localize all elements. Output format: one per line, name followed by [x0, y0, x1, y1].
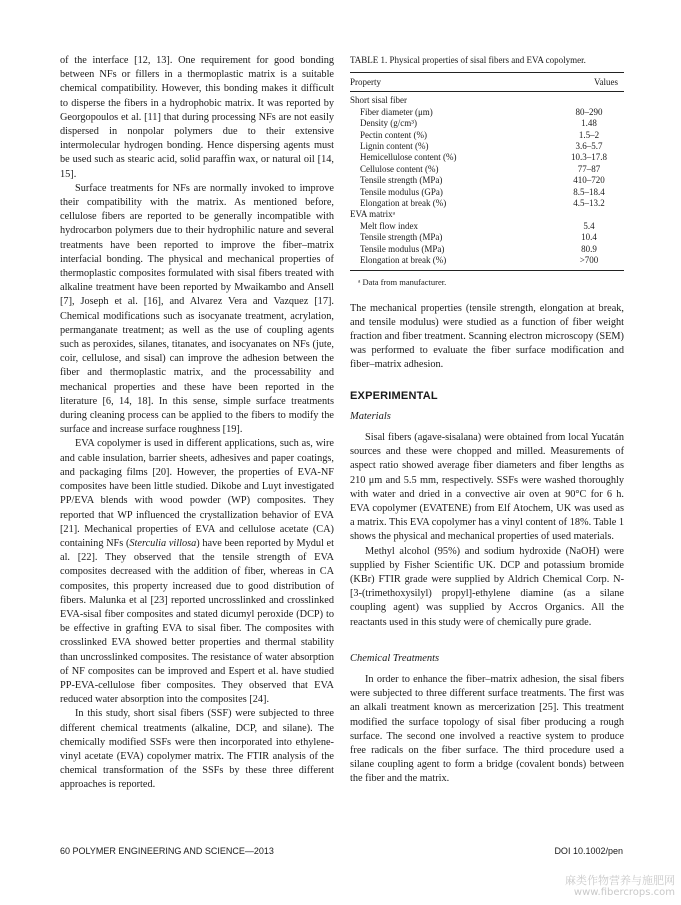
left-column — [60, 54, 334, 793]
table-row — [350, 164, 624, 175]
table-footnote: ᵃ Data from manufacturer. — [358, 276, 447, 287]
watermark-url: www.fibercrops.com — [573, 887, 675, 898]
paragraph: In order to enhance the fiber–matrix adhesion, the sisal fibers were subjected to three different surface treatments. The first was an alkali treatment known as mercerization [25]. This treatment modified the surface topology of sisal fiber producing a rough surface. The second one involved a reactive system to produce free radicals on the fiber surface. The third procedure used a silane coupling agent to form a bridge (covalent bonds) between the fiber and the matrix. — [350, 673, 624, 785]
subsection-heading: Chemical Treatments — [350, 652, 440, 664]
table-row — [350, 175, 624, 186]
paragraph: The mechanical properties (tensile strength, elongation at break, and tensile modulus) were studied as a function of fiber weight fraction and fiber treatment. Scanning electron microscopy (SEM) was performed to evaluate the fiber surface modification and fiber–matrix adhesion. — [350, 302, 624, 371]
property-cell: Tensile modulus (MPa) — [360, 243, 445, 254]
column-header-property: Property — [350, 73, 554, 92]
property-cell: Elongation at break (%) — [360, 198, 447, 209]
paragraph — [60, 437, 334, 707]
table-group-row — [350, 209, 624, 220]
value-cell: 410–720 — [573, 175, 605, 186]
table-header-row — [350, 73, 624, 92]
table-row — [350, 118, 624, 129]
paragraph: Surface treatments for NFs are normally invoked to improve their compatibility with the matrix. As mentioned before, cellulose fibers are reported to be generally incompatible with hydrocarbon polymers due to their hydrophilic nature and several treatments have been reported to improve the fiber–matrix interfacial bonding. The physical and mechanical properties of thermoplastic composites formulated with sisal fibers treated with alkaline treatment have been reported by Mwaikambo and Ansell [7], Joseph et al. [16], and Alvarez Vera and Vazquez [17]. Chemical modifications such as isocyanate treatment, acrylation, permanganate treatment; as well as the use of coupling agents such as peroxides, silanes, titanates, and isocyanates on NFs (jute, coir, cellulose, and sisal) can improve the adhesion between the fiber and thermoplastic matrix, and the processability and mechanical properties and these have been reported in the literature [6, 14, 18]. In this sense, simple surface treatments during cleaning process can be applied to the fibers to modify the surface and increase surface roughness [19]. — [60, 182, 334, 436]
property-cell: Tensile strength (MPa) — [360, 175, 443, 186]
property-cell: Lignin content (%) — [360, 141, 429, 152]
property-cell: Tensile modulus (GPa) — [360, 186, 443, 197]
value-cell: 80–290 — [575, 106, 603, 117]
table-row — [350, 221, 624, 232]
table-row — [350, 198, 624, 209]
paragraph: Methyl alcohol (95%) and sodium hydroxide (NaOH) were supplied by Fisher Scientific UK. DCP and potassium bromide (KBr) FTIR grade were supplied by Aldrich Chemical Corp. N-[3-(trimethoxysilyl) propyl]-ethylene diamine (as a silane coupling agent) was supplied by Accros Organics. All the reactants used in this study were of chemically pure grade. — [350, 545, 624, 628]
right-column — [350, 54, 624, 787]
species-name: Sterculia villosa — [129, 537, 197, 549]
value-cell: 10.4 — [581, 232, 597, 243]
value-cell: 10.3–17.8 — [571, 152, 607, 163]
table-group-row — [350, 92, 624, 107]
paragraph: Sisal fibers (agave-sisalana) were obtained from local Yucatán sources and these were chopped and milled. Measurements of aspect ratio showed average fiber diameters and fiber lengths as 210 μm and 5.5 mm, respectively. SSFs were washed thoroughly with water and dried in a convective air oven at 90°C for 6 h. EVA copolymer (EVATENE) from Elf Atochem, UK was used as a matrix. This EVA copolymer has a vinyl content of 18%. Table 1 shows the physical and mechanical properties of used materials. — [350, 431, 624, 543]
footer-doi: DOI 10.1002/pen — [554, 846, 623, 856]
table-row — [350, 107, 624, 118]
property-cell: Density (g/cm³) — [360, 118, 417, 129]
value-cell: 80.9 — [581, 243, 597, 254]
property-cell: Tensile strength (MPa) — [360, 232, 443, 243]
text-run: EVA copolymer is used in different applications, such as, wire and cable insulation, barrier sheets, adhesives and paper coatings, and packaging films [20]. However, the properties of EVA-NF composites have been little studied. Dikobe and Luyt investigated PP/EVA blends with wood powder (WP) composites. They reported that WP influenced the crystallization behavior of EVA [21]. Mechanical properties of EVA and cellulose acetate (CA) containing NFs ( — [60, 438, 334, 549]
footer-journal: 60 POLYMER ENGINEERING AND SCIENCE—2013 — [60, 846, 274, 856]
table-row — [350, 255, 624, 270]
subsection-heading: Materials — [350, 410, 391, 422]
table-row — [350, 130, 624, 141]
table-caption: TABLE 1. Physical properties of sisal fibers and EVA copolymer. — [350, 55, 586, 65]
table-row — [350, 152, 624, 163]
value-cell: 8.5–18.4 — [573, 186, 605, 197]
property-cell: Cellulose content (%) — [360, 163, 439, 174]
value-cell: 77–87 — [577, 163, 601, 174]
table-row — [350, 244, 624, 255]
table-row — [350, 232, 624, 243]
properties-table — [350, 72, 624, 271]
property-cell: Melt flow index — [360, 220, 418, 231]
table-row — [350, 187, 624, 198]
value-cell: 1.5–2 — [578, 129, 600, 140]
text-run: ) have been reported by Mydul et al. [22]. They observed that the tensile strength of EVA composites decreased with the addition of fiber, whereas in CA composites, this property increased due to good distribution of fibers. Malunka et al [23] reported uncrosslinked and crosslinked EVA-sisal fiber composites and stated dicumyl peroxide (DCP) to be effective in grafting EVA to sisal fiber. The composites with crosslinked EVA showed better properties and thermal stability than uncrosslinked composites. The resistance of water absorption of NF composites can be improved and Espert et al. have studied PP-EVA-cellulose fiber composites. They observed that EVA reduced water absorption into the composites [24]. — [60, 537, 334, 706]
property-cell: Hemicellulose content (%) — [360, 152, 457, 163]
value-cell: 1.48 — [581, 118, 597, 129]
value-cell: 4.5–13.2 — [573, 198, 605, 209]
property-cell: Elongation at break (%) — [350, 255, 554, 270]
section-heading: EXPERIMENTAL — [350, 389, 438, 402]
property-cell: Fiber diameter (μm) — [360, 106, 433, 117]
paragraph: In this study, short sisal fibers (SSF) were subjected to three different chemical treatments (alkaline, DCP, and silane). The chemically modified SSFs were then incorporated into ethylene-vinyl acetate (EVA) copolymer matrix. The FTIR analysis of the chemical transformation of the SSFs by these three different approaches is reported. — [60, 708, 334, 791]
column-header-values: Values — [554, 73, 624, 92]
property-cell: Pectin content (%) — [360, 129, 427, 140]
table-row — [350, 141, 624, 152]
value-cell: 5.4 — [583, 220, 595, 231]
table-body — [350, 92, 624, 270]
value-cell: >700 — [554, 255, 624, 270]
group-label: EVA matrixᵃ — [350, 209, 396, 220]
watermark-title: 麻类作物营养与施肥网 — [565, 874, 675, 887]
paragraph: of the interface [12, 13]. One requirement for good bonding between NFs or fillers in a thermoplastic matrix is a suitable chemical compatibility. However, this bonding makes it difficult to disperse the fibers in a hydrophobic matrix. It was reported by Georgopoulos et al. [11] that during processing NFs are not easily dispersed in nonpolar polymers due to their extensive intermolecular hydrogen bonding. Hence dispersing agents must be used such as stearic acid, solid paraffin wax, or natural oil [14, 15]. — [60, 55, 334, 180]
group-label: Short sisal fiber — [350, 95, 407, 106]
value-cell: 3.6–5.7 — [575, 141, 603, 152]
